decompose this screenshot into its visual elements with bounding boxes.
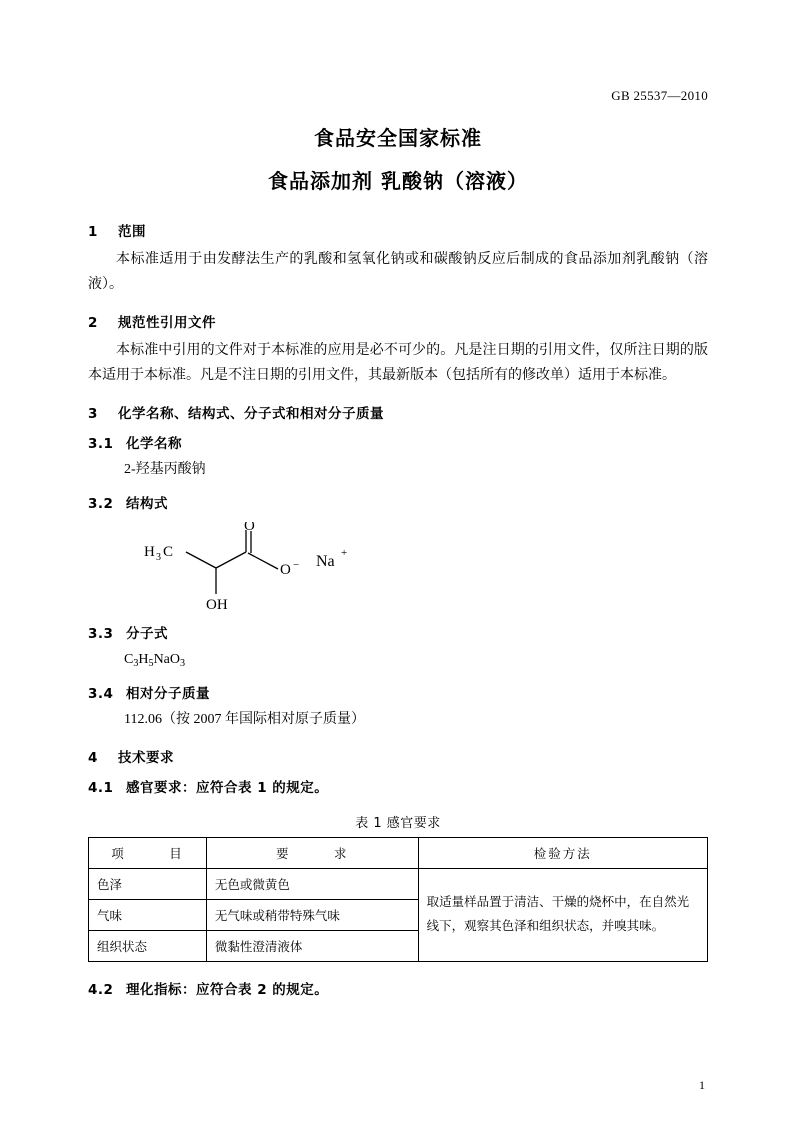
table1-requirement-2: 微黏性澄清液体: [206, 930, 418, 961]
section-title-1: 范围: [118, 224, 146, 240]
table-header-row: [89, 837, 708, 868]
table1-header-method: 检验方法: [418, 837, 707, 868]
svg-text:Na: Na: [316, 552, 335, 570]
page-content: [88, 88, 708, 1004]
subsection-title-4-2: 理化指标：应符合表 2 的规定。: [126, 981, 329, 998]
document-title-line1: 食品安全国家标准: [314, 126, 482, 150]
svg-text:+: +: [341, 546, 348, 559]
structure-formula-svg: [128, 522, 388, 612]
table1-item-1: 气味: [89, 899, 207, 930]
section-heading-4: [88, 746, 708, 766]
subsection-heading-3-2: [88, 492, 708, 512]
table1-requirement-0: 无色或微黄色: [206, 868, 418, 899]
table1-caption: 表 1 感官要求: [355, 815, 441, 831]
section-number-1: 1: [88, 224, 98, 240]
section-number-3: 3: [88, 406, 98, 422]
table1-sensory-requirements: [88, 837, 708, 962]
subsection-number-3-2: 3.2: [88, 495, 114, 512]
section-heading-2: [88, 311, 708, 331]
subsection-number-3-4: 3.4: [88, 685, 114, 702]
section-heading-3: [88, 402, 708, 422]
svg-text:3: 3: [156, 551, 161, 563]
subsection-heading-3-3: [88, 622, 708, 642]
structure-formula-figure: [128, 522, 708, 612]
table1-requirement-1: 无气味或稍带特殊气味: [206, 899, 418, 930]
section-body-1: 本标准适用于由发酵法生产的乳酸和氢氧化钠或和碳酸钠反应后制成的食品添加剂乳酸钠（溶液）。: [88, 252, 708, 292]
subsection-number-3-1: 3.1: [88, 436, 114, 452]
section-number-4: 4: [88, 749, 98, 766]
subsection-heading-4-2: [88, 978, 708, 998]
molecular-formula-value: $C_3H_5NaO_3$: [124, 651, 186, 669]
svg-text:−: −: [293, 558, 300, 571]
subsection-title-3-3: 分子式: [126, 625, 168, 642]
table1-item-0: 色泽: [89, 868, 207, 899]
svg-text:OH: OH: [206, 596, 228, 612]
subsection-heading-3-4: [88, 682, 708, 702]
relative-molecular-mass-value: 112.06（按 2007 年国际相对原子质量）: [124, 711, 365, 727]
section-heading-1: [88, 220, 708, 240]
section-body-2: 本标准中引用的文件对于本标准的应用是必不可少的。凡是注日期的引用文件，仅所注日期的版本适用于本标准。凡是不注日期的引用文件，其最新版本（包括所有的修改单）适用于本标准。: [88, 343, 708, 383]
table1-method: 取适量样品置于清洁、干燥的烧杯中，在自然光线下，观察其色泽和组织状态，并嗅其味。: [418, 868, 707, 961]
section-title-3: 化学名称、结构式、分子式和相对分子质量: [118, 406, 384, 422]
subsection-number-3-3: 3.3: [88, 625, 114, 642]
svg-text:O: O: [280, 561, 291, 578]
table1-header-item: 项 目: [89, 837, 207, 868]
document-title-line2: 食品添加剂 乳酸钠（溶液）: [268, 169, 528, 193]
table1-header-requirement: 要 求: [206, 837, 418, 868]
svg-text:C: C: [163, 543, 174, 560]
subsection-number-4-1: 4.1: [88, 779, 114, 796]
section-title-2: 规范性引用文件: [118, 315, 216, 331]
subsection-title-3-1: 化学名称: [126, 436, 182, 452]
subsection-heading-3-1: [88, 432, 708, 452]
subsection-title-4-1: 感官要求：应符合表 1 的规定。: [126, 779, 329, 796]
section-number-2: 2: [88, 315, 98, 331]
chemical-name-value: 2-羟基丙酸钠: [124, 462, 206, 477]
subsection-number-4-2: 4.2: [88, 981, 114, 998]
page-number: 1: [699, 1078, 705, 1092]
subsection-title-3-4: 相对分子质量: [126, 685, 210, 702]
standard-number: GB 25537—2010: [611, 88, 708, 103]
subsection-heading-4-1: [88, 776, 708, 796]
subsection-title-3-2: 结构式: [126, 495, 168, 512]
svg-text:O: O: [244, 521, 255, 534]
table1-item-2: 组织状态: [89, 930, 207, 961]
table-row: [89, 868, 708, 899]
svg-text:H: H: [144, 543, 155, 560]
section-title-4: 技术要求: [118, 749, 174, 766]
